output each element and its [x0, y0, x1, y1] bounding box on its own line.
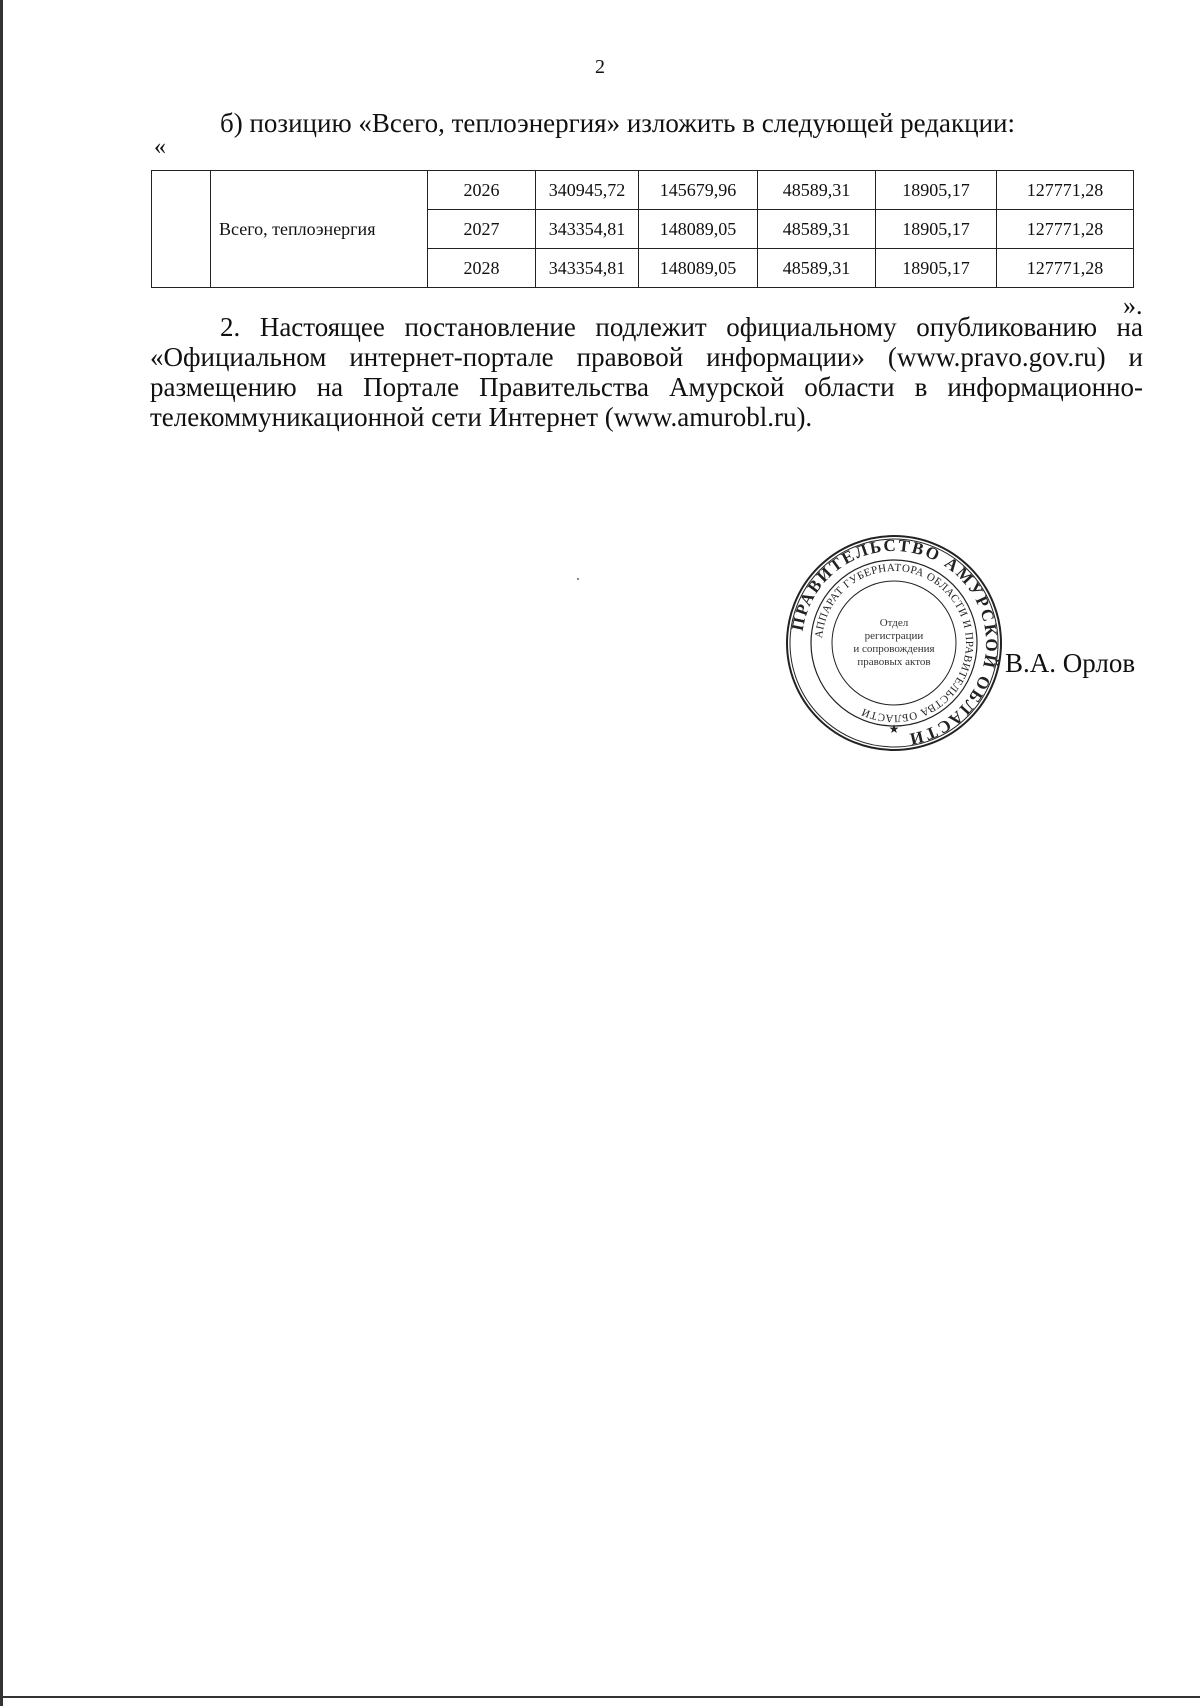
page-number: 2 [595, 56, 605, 78]
seal-center-line: правовых актов [857, 656, 931, 668]
value-cell: 127771,28 [997, 249, 1134, 288]
value-cell: 127771,28 [997, 171, 1134, 210]
value-cell: 48589,31 [758, 210, 876, 249]
seal-star-icon: ★ [888, 722, 900, 736]
seal-center-line: регистрации [864, 630, 924, 642]
position-name: Всего, теплоэнергия [211, 171, 428, 288]
seal-inner-text: АППАРАТ ГУБЕРНАТОРА ОБЛАСТИ И ПРАВИТЕЛЬСТВА ОБЛАСТИ [813, 561, 976, 725]
seal-center-line: и сопровождения [853, 643, 935, 655]
value-cell: 340945,72 [536, 171, 639, 210]
page-edge [0, 0, 3, 1706]
year-cell: 2028 [428, 249, 536, 288]
seal-center-line: Отдел [879, 617, 909, 629]
official-seal [784, 533, 1004, 753]
value-cell: 18905,17 [876, 249, 997, 288]
value-cell: 18905,17 [876, 210, 997, 249]
open-quote: « [154, 134, 166, 160]
paragraph-text: 2. Настоящее постановление подлежит официальному опубликованию на «Официальном интернет-портале правовой информации» (www.pravo.gov.ru) и размещению на Портале Правительства Амурской области в информационно-телекоммуникационной сети Интернет (www.amurobl.ru). [150, 312, 1143, 432]
value-cell: 148089,05 [639, 249, 758, 288]
value-cell: 18905,17 [876, 171, 997, 210]
value-cell: 48589,31 [758, 171, 876, 210]
seal-outer-text: ПРАВИТЕЛЬСТВО АМУРСКОЙ ОБЛАСТИ [787, 535, 1002, 749]
value-cell: 48589,31 [758, 249, 876, 288]
value-cell: 343354,81 [536, 210, 639, 249]
table-row [152, 171, 1134, 210]
data-table [151, 170, 1134, 288]
year-cell: 2026 [428, 171, 536, 210]
page-bottom-edge [0, 1696, 1200, 1698]
value-cell: 343354,81 [536, 249, 639, 288]
close-quote: ». [1123, 291, 1143, 320]
value-cell: 148089,05 [639, 210, 758, 249]
intro-text: б) позицию «Всего, теплоэнергия» изложить в следующей редакции: [220, 108, 1015, 138]
value-cell: 145679,96 [639, 171, 758, 210]
scan-speck [577, 578, 579, 580]
value-cell: 127771,28 [997, 210, 1134, 249]
year-cell: 2027 [428, 210, 536, 249]
signatory-name: В.А. Орлов [1005, 648, 1136, 678]
paragraph-publication [150, 312, 1143, 432]
blank-column [152, 171, 211, 288]
